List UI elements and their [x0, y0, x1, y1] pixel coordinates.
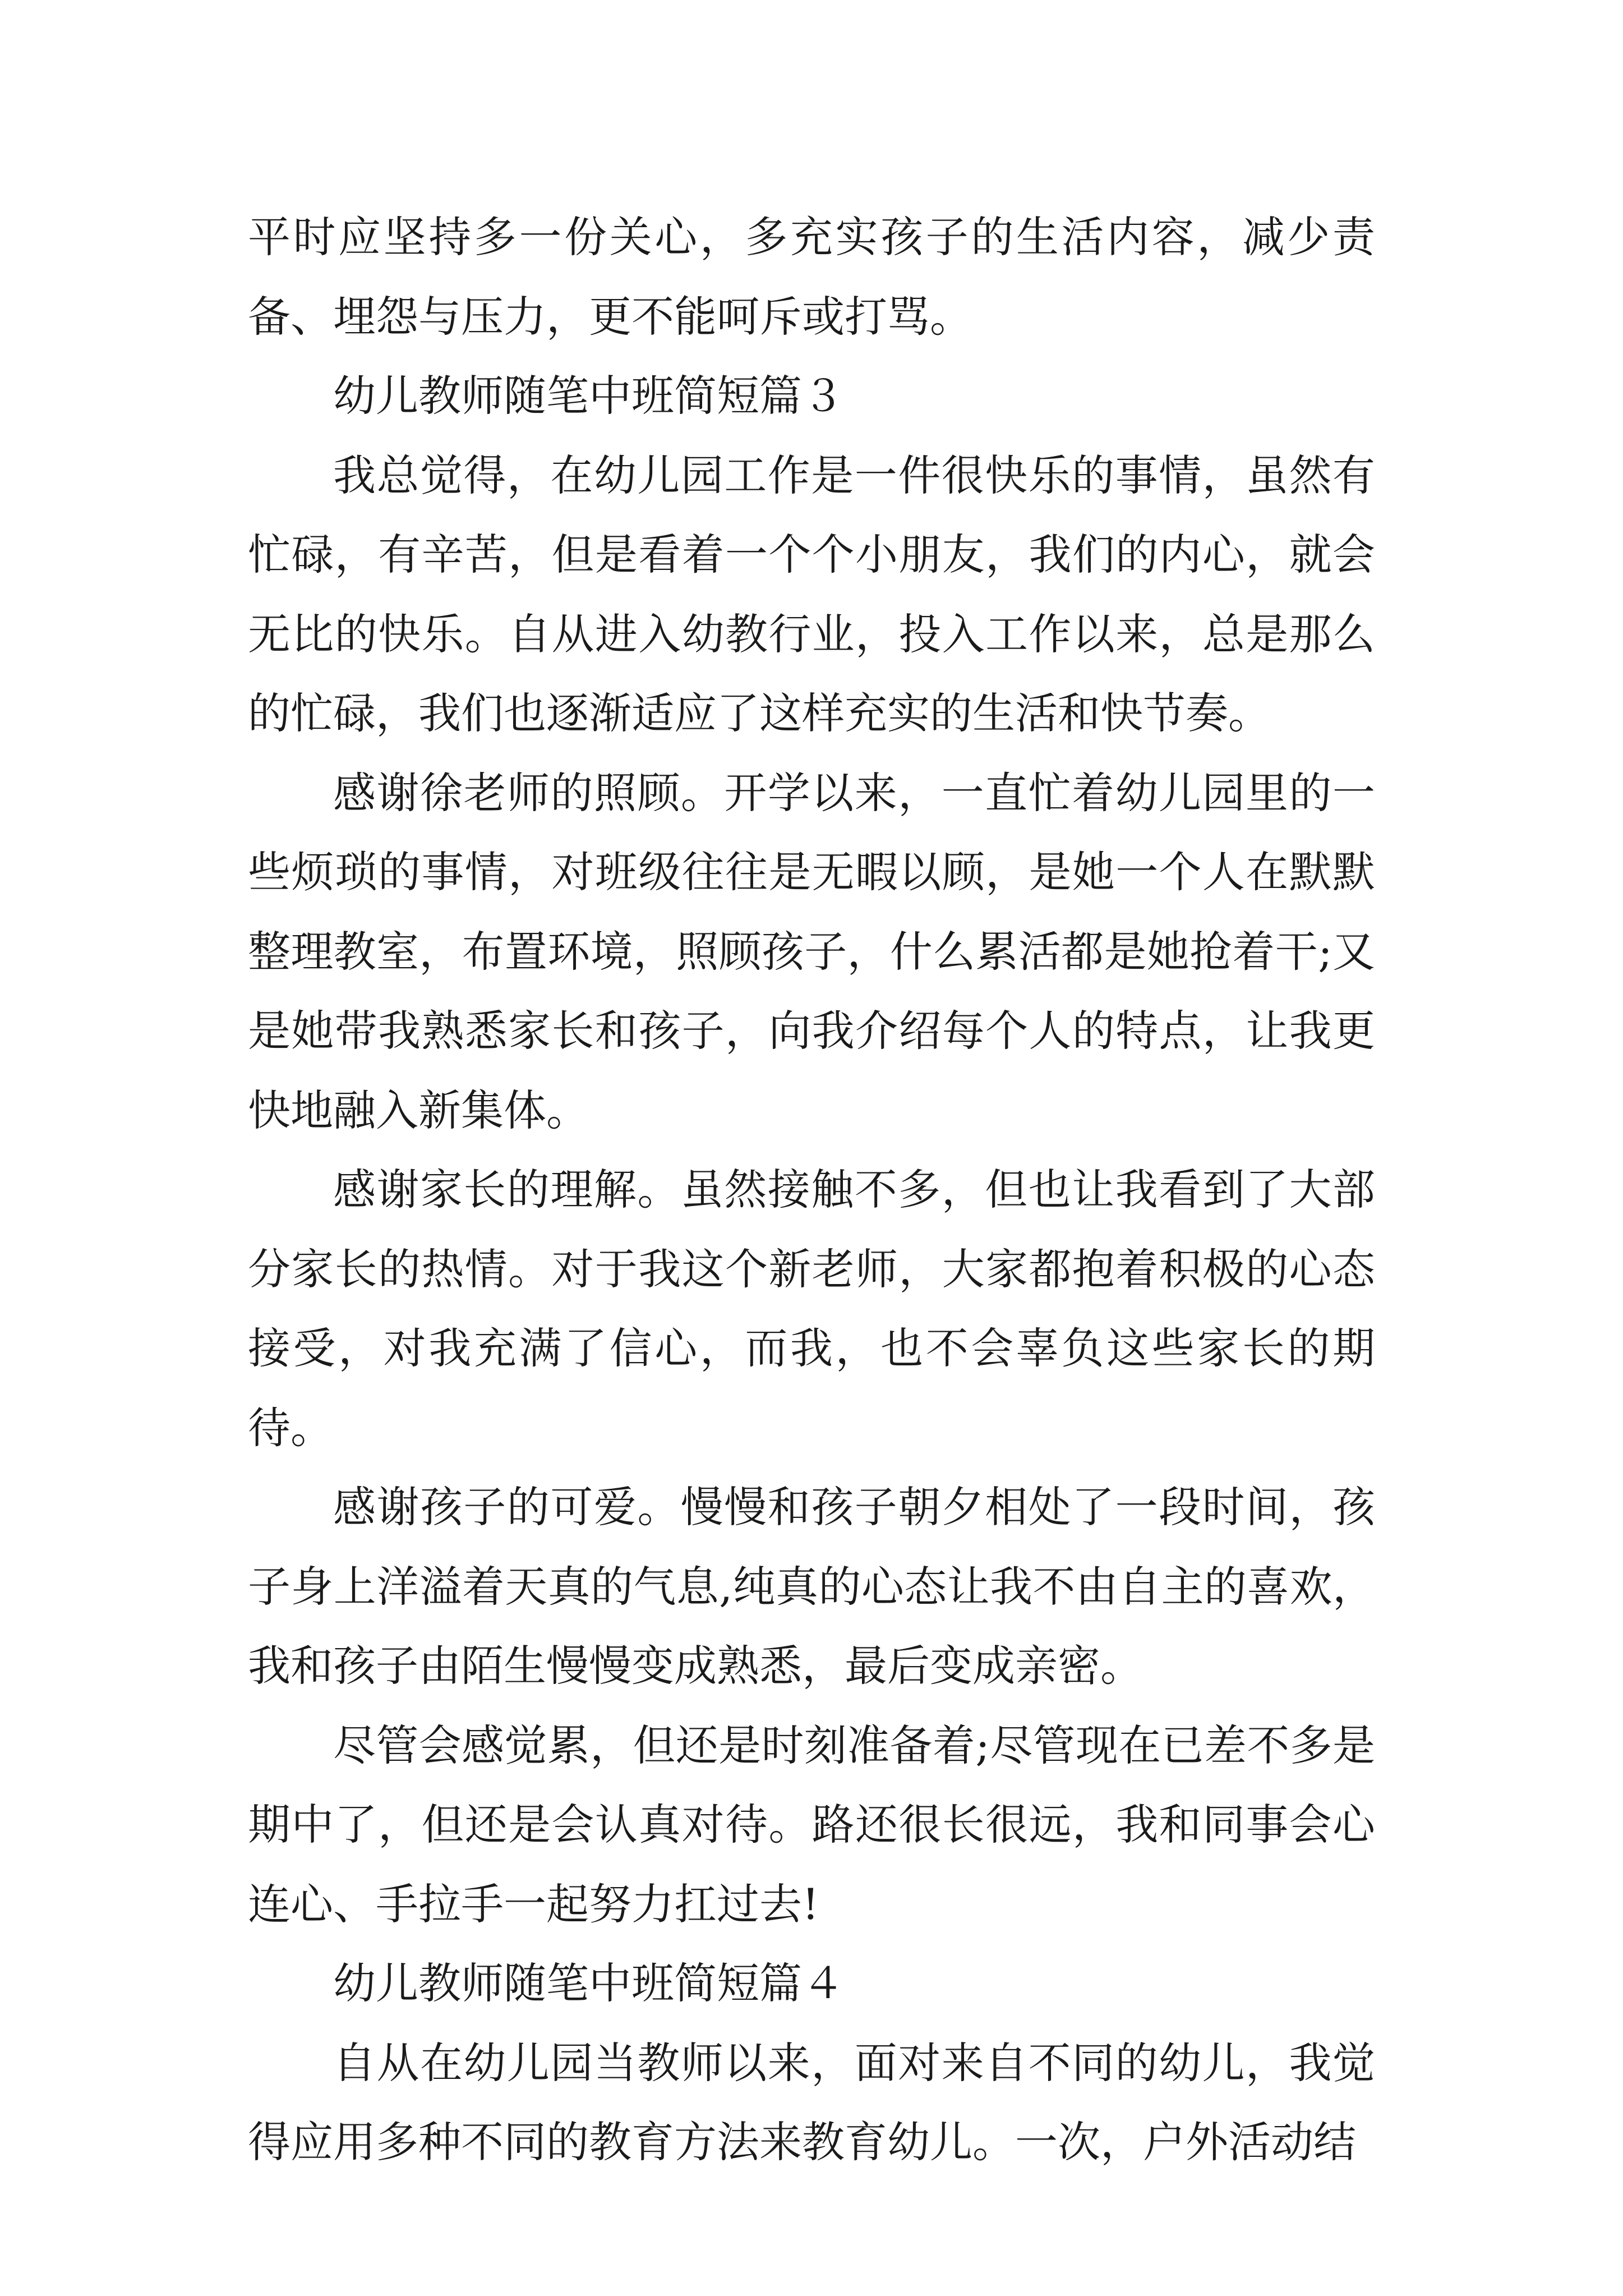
paragraph: 感谢家长的理解。虽然接触不多，但也让我看到了大部分家长的热情。对于我这个新老师，大家都抱着积极的心态接受，对我充满了信心，而我，也不会辜负这些家长的期待。 — [248, 1165, 1375, 1453]
paragraph: 我总觉得，在幼儿园工作是一件很快乐的事情，虽然有忙碌，有辛苦，但是看着一个个小朋友，我们的内心，就会无比的快乐。自从进入幼教行业，投入工作以来，总是那么的忙碌，我们也逐渐适应了这样充实的生活和快节奏。 — [248, 450, 1375, 738]
section-heading-3: 幼儿教师随笔中班简短篇３ — [333, 371, 845, 421]
paragraph: 自从在幼儿园当教师以来，面对来自不同的幼儿，我觉得应用多种不同的教育方法来教育幼儿。一次，户外活动结 — [248, 2037, 1375, 2167]
document-body — [248, 197, 1375, 2182]
paragraph: 感谢孩子的可爱。慢慢和孩子朝夕相处了一段时间，孩子身上洋溢着天真的气息,纯真的心态让我不由自主的喜欢，我和孩子由陌生慢慢变成熟悉，最后变成亲密。 — [248, 1482, 1375, 1691]
paragraph: 感谢徐老师的照顾。开学以来，一直忙着幼儿园里的一些烦琐的事情，对班级往往是无暇以顾，是她一个人在默默整理教室，布置环境，照顾孩子，什么累活都是她抢着干;又是她带我熟悉家长和孩子，向我介绍每个人的特点，让我更快地融入新集体。 — [248, 767, 1375, 1135]
paragraph-continuation: 平时应坚持多一份关心，多充实孩子的生活内容，减少责备、埋怨与压力，更不能呵斥或打骂。 — [248, 212, 1375, 342]
paragraph: 尽管会感觉累，但还是时刻准备着;尽管现在已差不多是期中了，但还是会认真对待。路还很长很远，我和同事会心连心、手拉手一起努力扛过去! — [248, 1720, 1375, 1929]
section-heading-4: 幼儿教师随笔中班简短篇４ — [333, 1958, 845, 2008]
